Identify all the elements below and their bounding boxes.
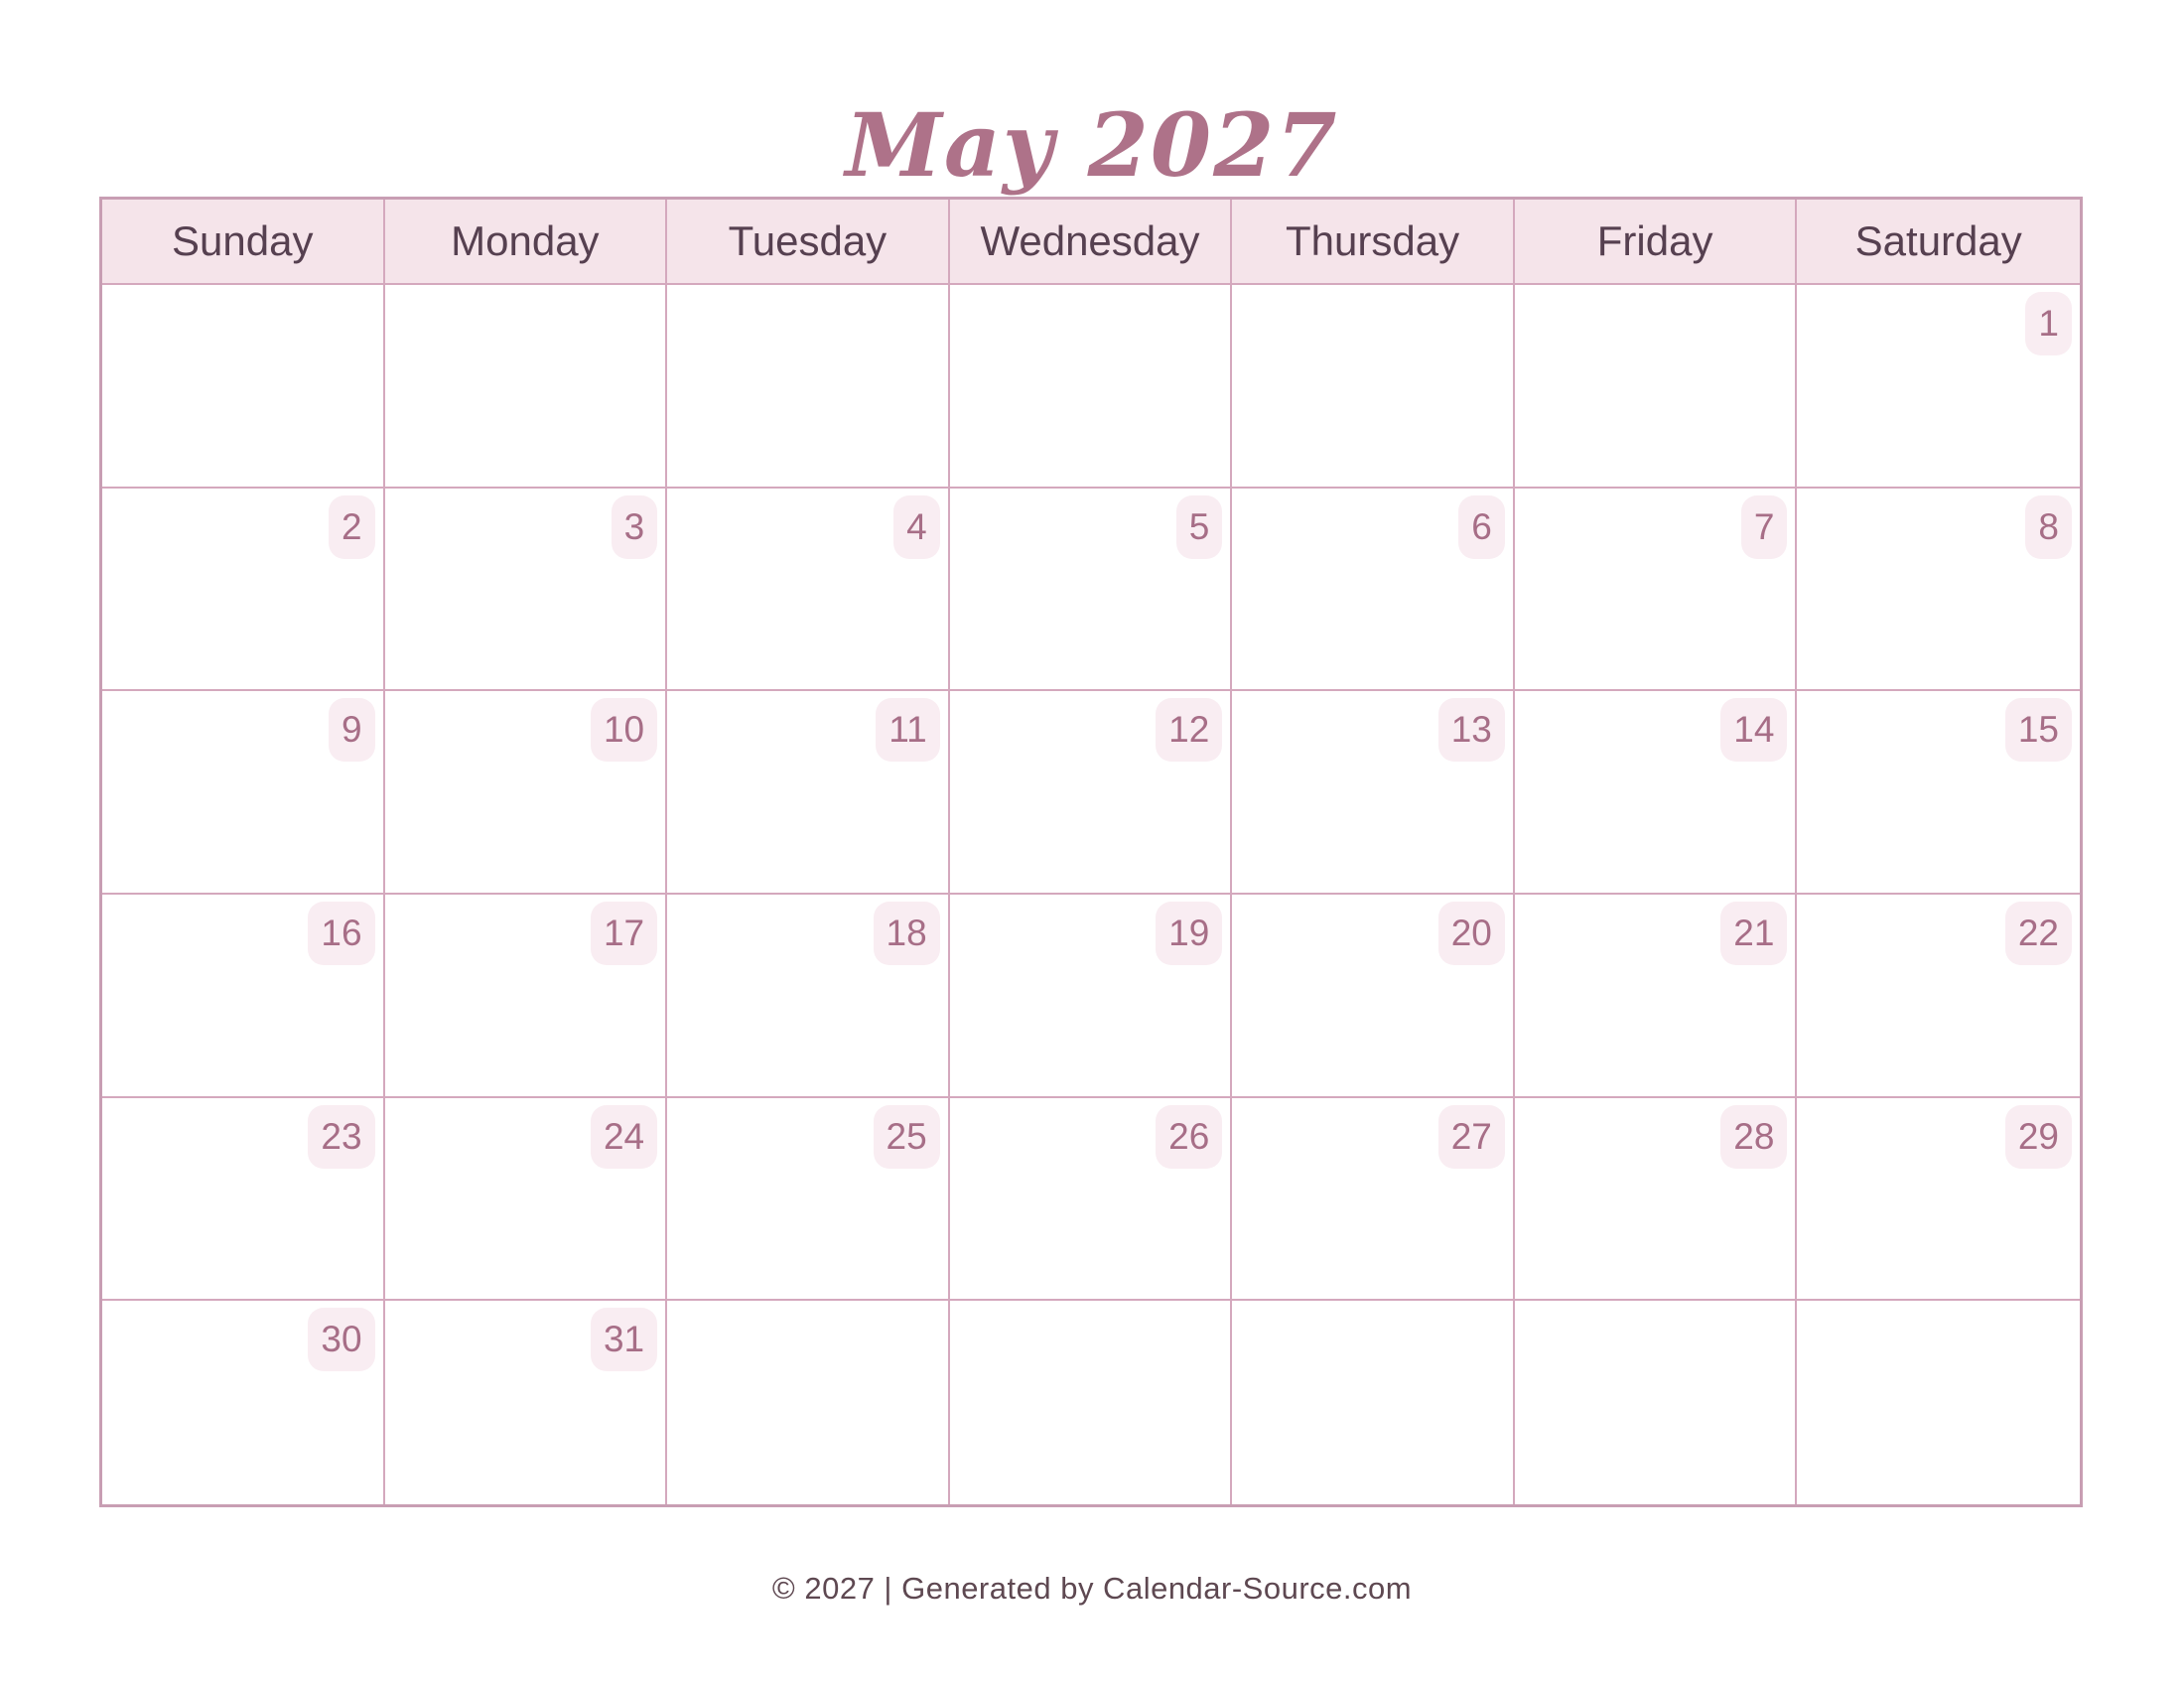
- calendar-cell: [1797, 895, 2080, 1098]
- day-badge: 9: [329, 698, 375, 762]
- calendar-cell: [1515, 1301, 1798, 1504]
- calendar-cell: [385, 489, 668, 692]
- copyright-footer: © 2027 | Generated by Calendar-Source.com: [771, 1571, 1413, 1606]
- calendar-cell: [1797, 1301, 2080, 1504]
- day-badge: 17: [591, 902, 657, 965]
- calendar-cell: [1232, 691, 1515, 895]
- calendar-cell: [950, 895, 1233, 1098]
- calendar-cell: [385, 285, 668, 489]
- calendar-cell: [1797, 285, 2080, 489]
- day-badge: 8: [2025, 495, 2072, 559]
- calendar-cell: [385, 895, 668, 1098]
- day-badge: 24: [591, 1105, 657, 1169]
- day-badge: 5: [1176, 495, 1223, 559]
- day-badge: 22: [2005, 902, 2072, 965]
- calendar-cell: [667, 1301, 950, 1504]
- calendar-cell: [102, 285, 385, 489]
- calendar-cell: [667, 1098, 950, 1302]
- day-badge: 3: [612, 495, 658, 559]
- day-badge: 25: [874, 1105, 940, 1169]
- day-badge: 1: [2025, 292, 2072, 355]
- calendar-cell: [102, 1301, 385, 1504]
- calendar-cell: [1515, 1098, 1798, 1302]
- calendar-cell: [667, 691, 950, 895]
- calendar-cell: [950, 691, 1233, 895]
- day-badge: 31: [591, 1308, 657, 1371]
- day-badge: 19: [1156, 902, 1222, 965]
- calendar-cell: [102, 489, 385, 692]
- calendar-cell: [1797, 489, 2080, 692]
- calendar-cell: [102, 895, 385, 1098]
- day-badge: 29: [2005, 1105, 2072, 1169]
- calendar-cell: [102, 691, 385, 895]
- calendar-cell: [667, 895, 950, 1098]
- calendar-cell: [950, 285, 1233, 489]
- calendar-cell: [950, 1301, 1233, 1504]
- calendar-cell: [385, 691, 668, 895]
- day-badge: 27: [1438, 1105, 1505, 1169]
- weekday-header-saturday: Saturday: [1797, 200, 2080, 285]
- calendar-cell: [1797, 691, 2080, 895]
- calendar-cell: [1515, 489, 1798, 692]
- day-badge: 4: [893, 495, 940, 559]
- calendar-month-title: May 2027: [845, 93, 1339, 197]
- weekday-header-friday: Friday: [1515, 200, 1798, 285]
- calendar-cell: [667, 285, 950, 489]
- calendar-cell: [1232, 895, 1515, 1098]
- calendar-cell: [385, 1301, 668, 1504]
- calendar-cell: [102, 1098, 385, 1302]
- day-badge: 13: [1438, 698, 1505, 762]
- calendar-cell: [950, 1098, 1233, 1302]
- day-badge: 18: [874, 902, 940, 965]
- day-badge: 20: [1438, 902, 1505, 965]
- weekday-header-wednesday: Wednesday: [950, 200, 1233, 285]
- calendar-cell: [667, 489, 950, 692]
- day-badge: 7: [1741, 495, 1788, 559]
- calendar-cell: [1232, 1098, 1515, 1302]
- weekday-header-monday: Monday: [385, 200, 668, 285]
- calendar-cell: [1515, 895, 1798, 1098]
- day-badge: 26: [1156, 1105, 1222, 1169]
- calendar-cell: [1515, 285, 1798, 489]
- calendar-cell: [1797, 1098, 2080, 1302]
- day-badge: 28: [1720, 1105, 1787, 1169]
- calendar-cell: [1232, 285, 1515, 489]
- calendar-grid: [99, 197, 2083, 1507]
- day-badge: 30: [308, 1308, 374, 1371]
- calendar-cell: [950, 489, 1233, 692]
- day-badge: 6: [1458, 495, 1505, 559]
- day-badge: 16: [308, 902, 374, 965]
- day-badge: 14: [1720, 698, 1787, 762]
- calendar-cell: [1232, 489, 1515, 692]
- day-badge: 11: [876, 698, 939, 762]
- calendar-cell: [1515, 691, 1798, 895]
- day-badge: 21: [1720, 902, 1787, 965]
- day-badge: 10: [591, 698, 657, 762]
- weekday-header-thursday: Thursday: [1232, 200, 1515, 285]
- weekday-header-tuesday: Tuesday: [667, 200, 950, 285]
- day-badge: 2: [329, 495, 375, 559]
- day-badge: 23: [308, 1105, 374, 1169]
- calendar-cell: [1232, 1301, 1515, 1504]
- day-badge: 12: [1156, 698, 1222, 762]
- day-badge: 15: [2005, 698, 2072, 762]
- weekday-header-sunday: Sunday: [102, 200, 385, 285]
- calendar-cell: [385, 1098, 668, 1302]
